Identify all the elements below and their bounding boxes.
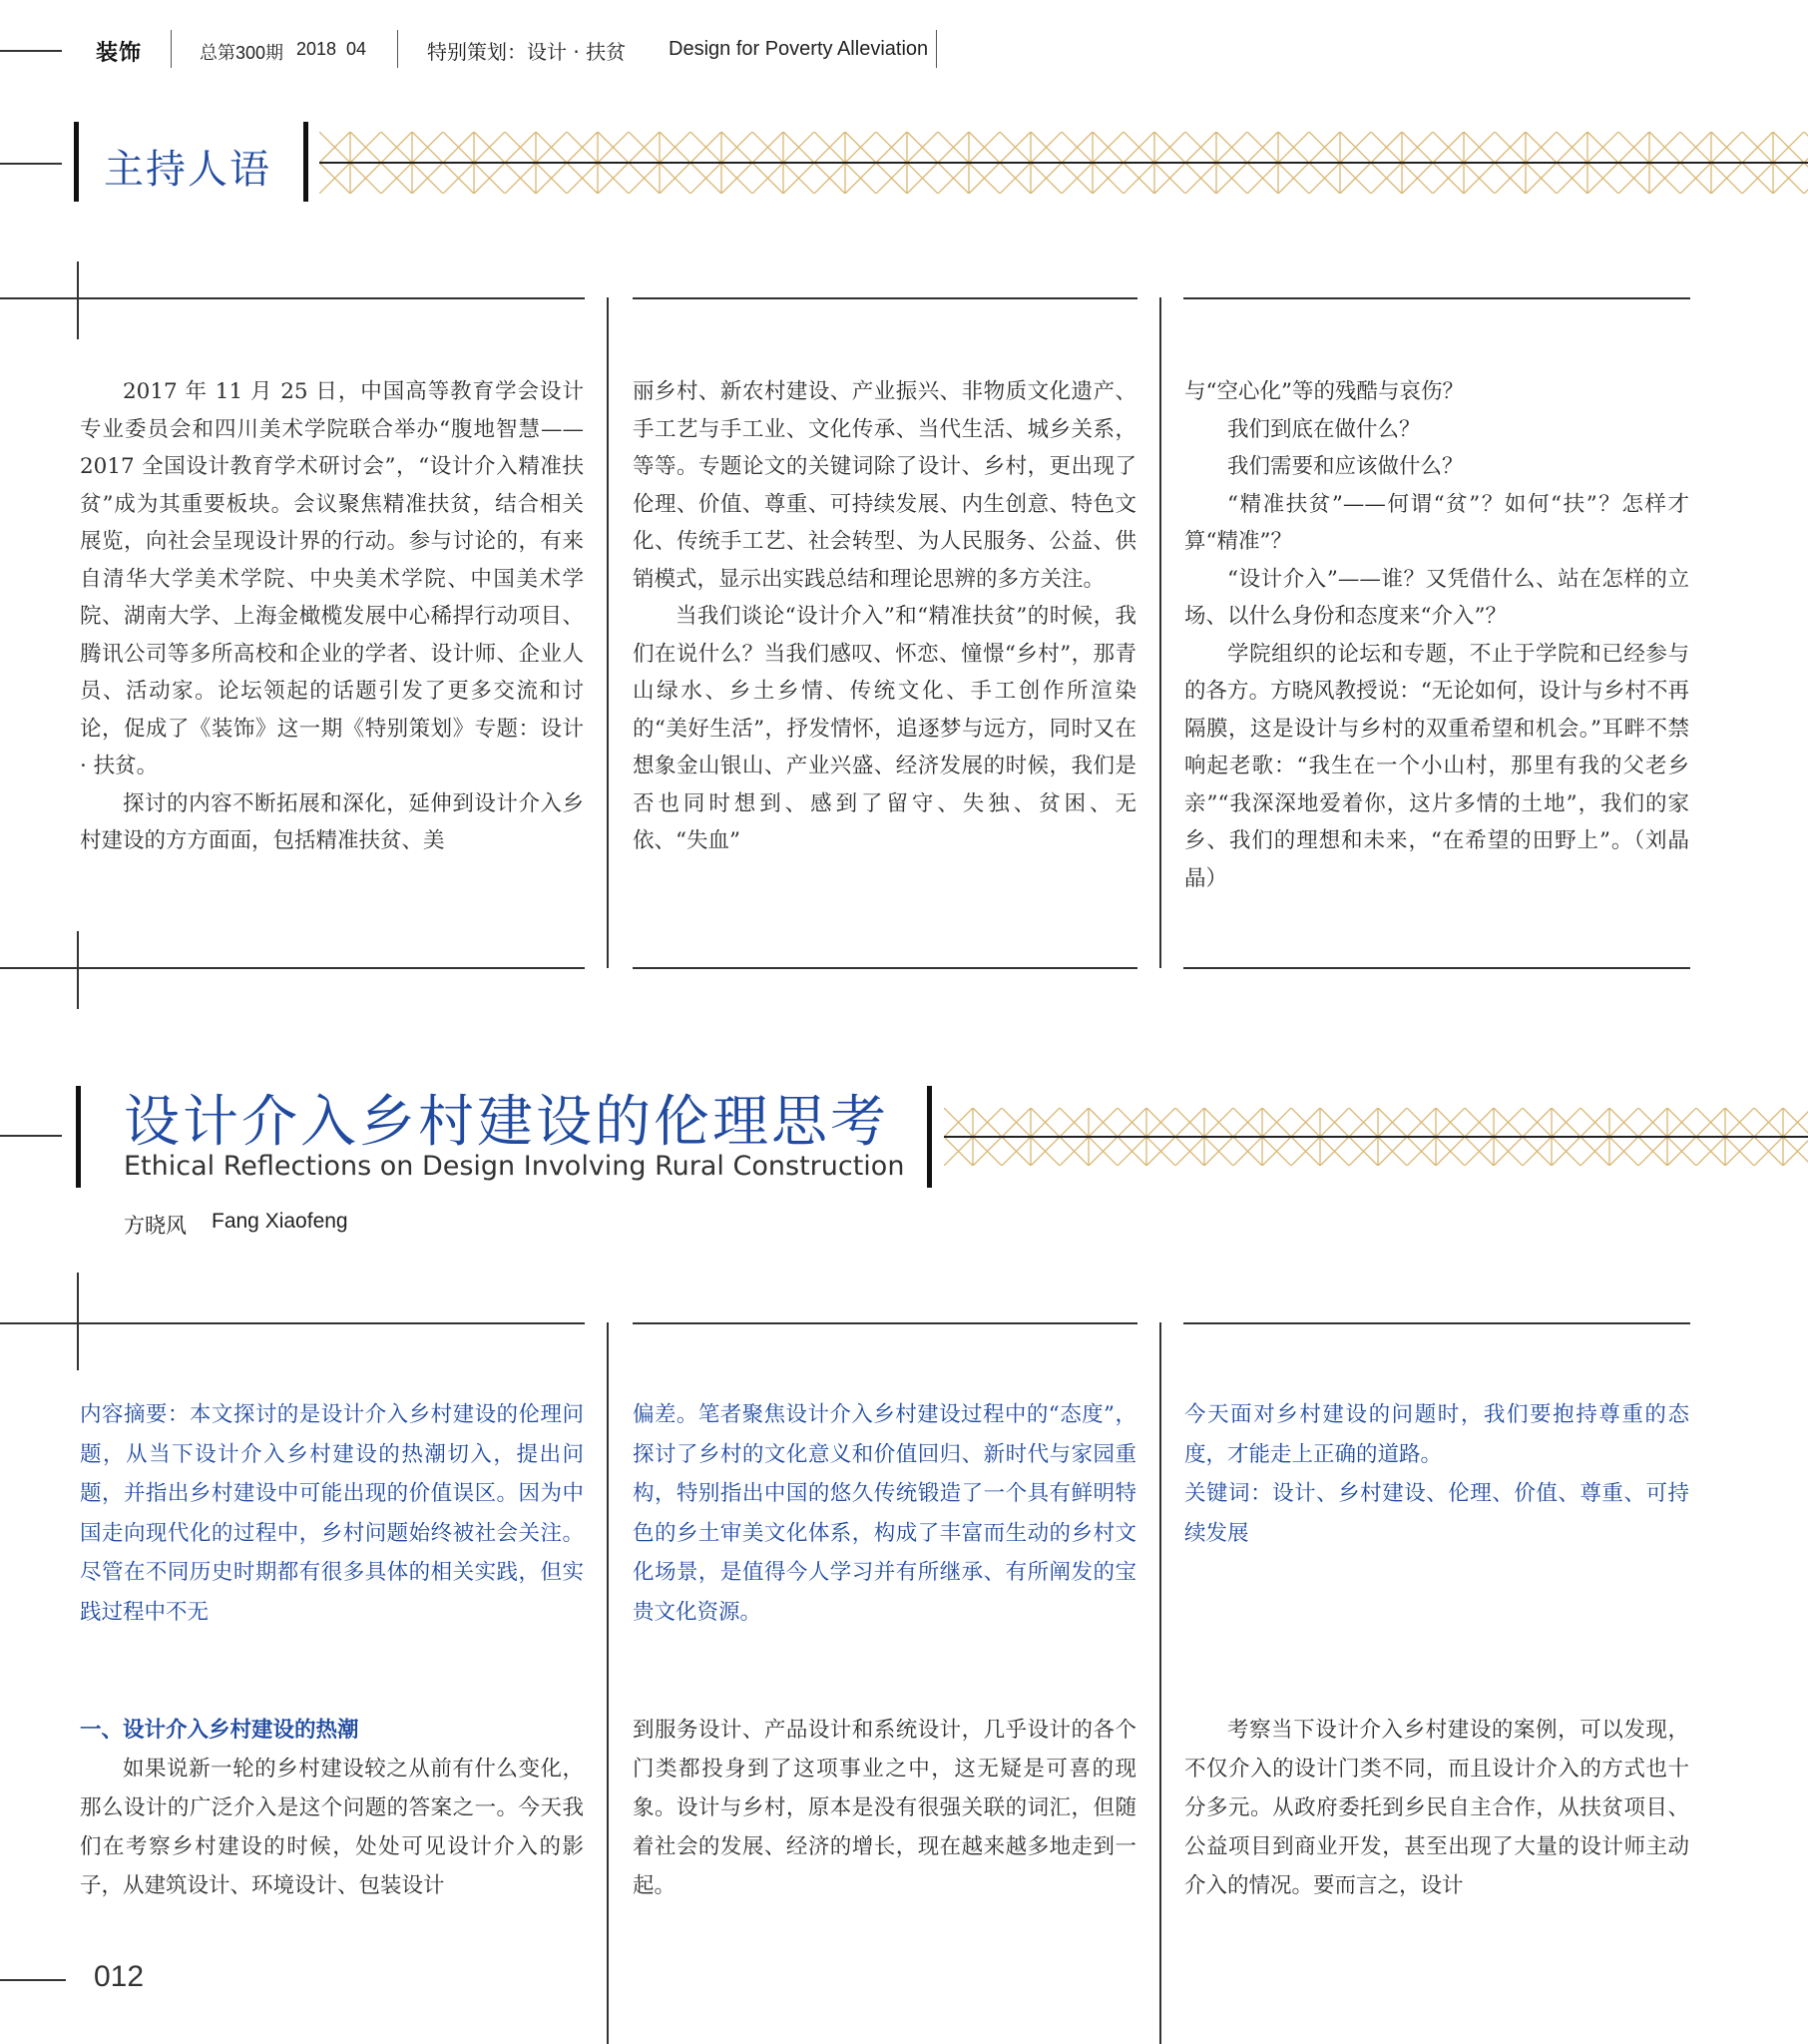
header-divider-1 (171, 30, 172, 68)
abstract-column-1 (80, 1395, 584, 1632)
host-banner-bar-left (74, 122, 79, 202)
abstract-column-2 (633, 1395, 1136, 1632)
host-paragraph: 丽乡村、新农村建设、产业振兴、非物质文化遗产、手工艺与手工业、文化传承、当代生活、城乡关系，等等。专题论文的关键词除了设计、乡村，更出现了伦理、价值、尊重、可持续发展、内生创意、特色文化、传统手工艺、社会转型、为人民服务、公益、供销模式，显示出实践总结和理论思辨的多方关注。 (633, 379, 1136, 592)
article-banner-bar-right (927, 1086, 932, 1188)
article-frame-top-3 (1183, 1322, 1690, 1324)
body-paragraph: 考察当下设计介入乡村建设的案例，可以发现，不仅介入的设计门类不同，而且设计介入的方式也十分多元。从政府委托到乡民自主合作，从扶贫项目、公益项目到商业开发，甚至出现了大量的设计师主动介入的情况。要而言之，设计 (1184, 1718, 1689, 1898)
abstract-text: 内容摘要：本文探讨的是设计介入乡村建设的伦理问题，从当下设计介入乡村建设的热潮切入，提出问题，并指出乡村建设中可能出现的价值误区。因为中国走向现代化的过程中，乡村问题始终被社会关注。尽管在不同历史时期都有很多具体的相关实践，但实践过程中不无 (80, 1402, 584, 1625)
host-frame-mark-top (77, 261, 79, 339)
issue-year: 2018 (296, 39, 337, 59)
body-column-3 (1184, 1711, 1689, 1905)
host-banner-bar-right (303, 122, 308, 202)
host-paragraph: 2017 年 11 月 25 日，中国高等教育学会设计专业委员会和四川美术学院联合举办“腹地智慧——2017 全国设计教育学术研讨会”，“设计介入精准扶贫”成为其重要板块。会议聚焦精准扶贫，结合相关展览，向社会呈现设计界的行动。参与讨论的，有来自清华大学美术学院、中央美术学院、中国美术学院、湖南大学、上海金橄榄发展中心稀捍行动项目、腾讯公司等多所高校和企业的学者、设计师、企业人员、活动家。论坛领起的话题引发了更多交流和讨论，促成了《装饰》这一期《特别策划》专题：设计 · 扶贫。 (80, 379, 584, 778)
issue-number: 总第300期 (200, 43, 284, 63)
body-column-2 (633, 1711, 1136, 1905)
host-frame-top-1 (0, 297, 585, 299)
host-col-divider-2 (1159, 297, 1161, 968)
host-frame-top-2 (633, 297, 1137, 299)
article-frame-top-2 (633, 1322, 1137, 1324)
article-col-divider-1 (607, 1322, 609, 2044)
footer-rule-left (0, 1979, 66, 1981)
article-title-cn: 设计介入乡村建设的伦理思考 (124, 1090, 889, 1155)
host-banner-rule-left (0, 163, 62, 165)
host-paragraph: 我们需要和应该做什么？ (1227, 454, 1464, 479)
host-col-divider-1 (607, 297, 609, 968)
host-text-column-3 (1184, 373, 1689, 897)
article-frame-mark-top (77, 1273, 79, 1370)
issue-month: 04 (346, 39, 367, 59)
section-title-cn: 特别策划：设计 · 扶贫 (427, 40, 627, 64)
article-frame-top-1 (0, 1322, 585, 1324)
section-title-en: Design for Poverty Alleviation (669, 38, 929, 60)
article-col-divider-2 (1159, 1322, 1161, 2044)
abstract-text: 今天面对乡村建设的问题时，我们要抱持尊重的态度，才能走上正确的道路。 (1184, 1402, 1689, 1467)
magazine-logo: 装饰 (96, 41, 143, 66)
lattice-ornament (319, 132, 1808, 194)
author-name-cn: 方晓风 (124, 1214, 187, 1238)
section-heading: 一、设计介入乡村建设的热潮 (80, 1718, 359, 1743)
header-divider-2 (397, 30, 398, 68)
host-paragraph: 与“空心化”等的残酷与哀伤？ (1184, 379, 1464, 404)
host-text-column-1 (80, 373, 584, 860)
host-frame-top-3 (1183, 297, 1690, 299)
lattice-ornament (944, 1108, 1808, 1166)
host-frame-mark-bottom (77, 931, 79, 1009)
host-section-title: 主持人语 (104, 147, 271, 193)
article-title-en: Ethical Reflections on Design Involving Rural Construction (124, 1151, 905, 1182)
author-name-en: Fang Xiaofeng (212, 1210, 348, 1233)
page-number: 012 (94, 1960, 145, 1993)
host-text-column-2 (633, 373, 1136, 860)
body-column-1 (80, 1711, 584, 1905)
host-frame-bottom-1 (0, 967, 585, 969)
header-divider-3 (936, 30, 937, 68)
host-paragraph: “设计介入”——谁？又凭借什么、站在怎样的立场、以什么身份和态度来“介入”？ (1184, 566, 1689, 629)
host-frame-bottom-2 (633, 967, 1137, 969)
body-paragraph: 如果说新一轮的乡村建设较之从前有什么变化，那么设计的广泛介入是这个问题的答案之一。今天我们在考察乡村建设的时候，处处可见设计介入的影子，从建筑设计、环境设计、包装设计 (80, 1757, 584, 1898)
host-paragraph: 学院组织的论坛和专题，不止于学院和已经参与的各方。方晓风教授说：“无论如何，设计与乡村不再隔膜，这是设计与乡村的双重希望和机会。”耳畔不禁响起老歌：“我生在一个小山村，那里有我的父老乡亲”“我深深地爱着你，这片多情的土地”，我们的家乡、我们的理想和未来，“在希望的田野上”。（刘晶晶） (1184, 641, 1689, 891)
abstract-text: 偏差。笔者聚焦设计介入乡村建设过程中的“态度”，探讨了乡村的文化意义和价值回归、新时代与家园重构，特别指出中国的悠久传统锻造了一个具有鲜明特色的乡土审美文化体系，构成了丰富而生动的乡村文化场景，是值得今人学习并有所继承、有所阐发的宝贵文化资源。 (633, 1402, 1136, 1625)
article-banner-rule-left (0, 1135, 62, 1137)
host-frame-bottom-3 (1183, 967, 1690, 969)
article-banner-bar-left (76, 1086, 81, 1188)
keywords: 关键词：设计、乡村建设、伦理、价值、尊重、可持续发展 (1184, 1481, 1689, 1546)
host-paragraph: “精准扶贫”——何谓“贫”？如何“扶”？怎样才算“精准”？ (1184, 491, 1689, 554)
host-paragraph: 当我们谈论“设计介入”和“精准扶贫”的时候，我们在说什么？当我们感叹、怀恋、憧憬“乡村”，那青山绿水、乡土乡情、传统文化、手工创作所渲染的“美好生活”，抒发情怀，追逐梦与远方，同时又在想象金山银山、产业兴盛、经济发展的时候，我们是否也同时想到、感到了留守、失独、贫困、无依、“失血” (633, 604, 1136, 853)
host-paragraph: 探讨的内容不断拓展和深化，延伸到设计介入乡村建设的方方面面，包括精准扶贫、美 (80, 790, 584, 853)
host-paragraph: 我们到底在做什么？ (1227, 416, 1421, 442)
body-paragraph: 到服务设计、产品设计和系统设计，几乎设计的各个门类都投身到了这项事业之中，这无疑是可喜的现象。设计与乡村，原本是没有很强关联的词汇，但随着社会的发展、经济的增长，现在越来越多地走到一起。 (633, 1718, 1136, 1898)
header-rule-left (0, 50, 62, 52)
abstract-column-3 (1184, 1395, 1689, 1553)
